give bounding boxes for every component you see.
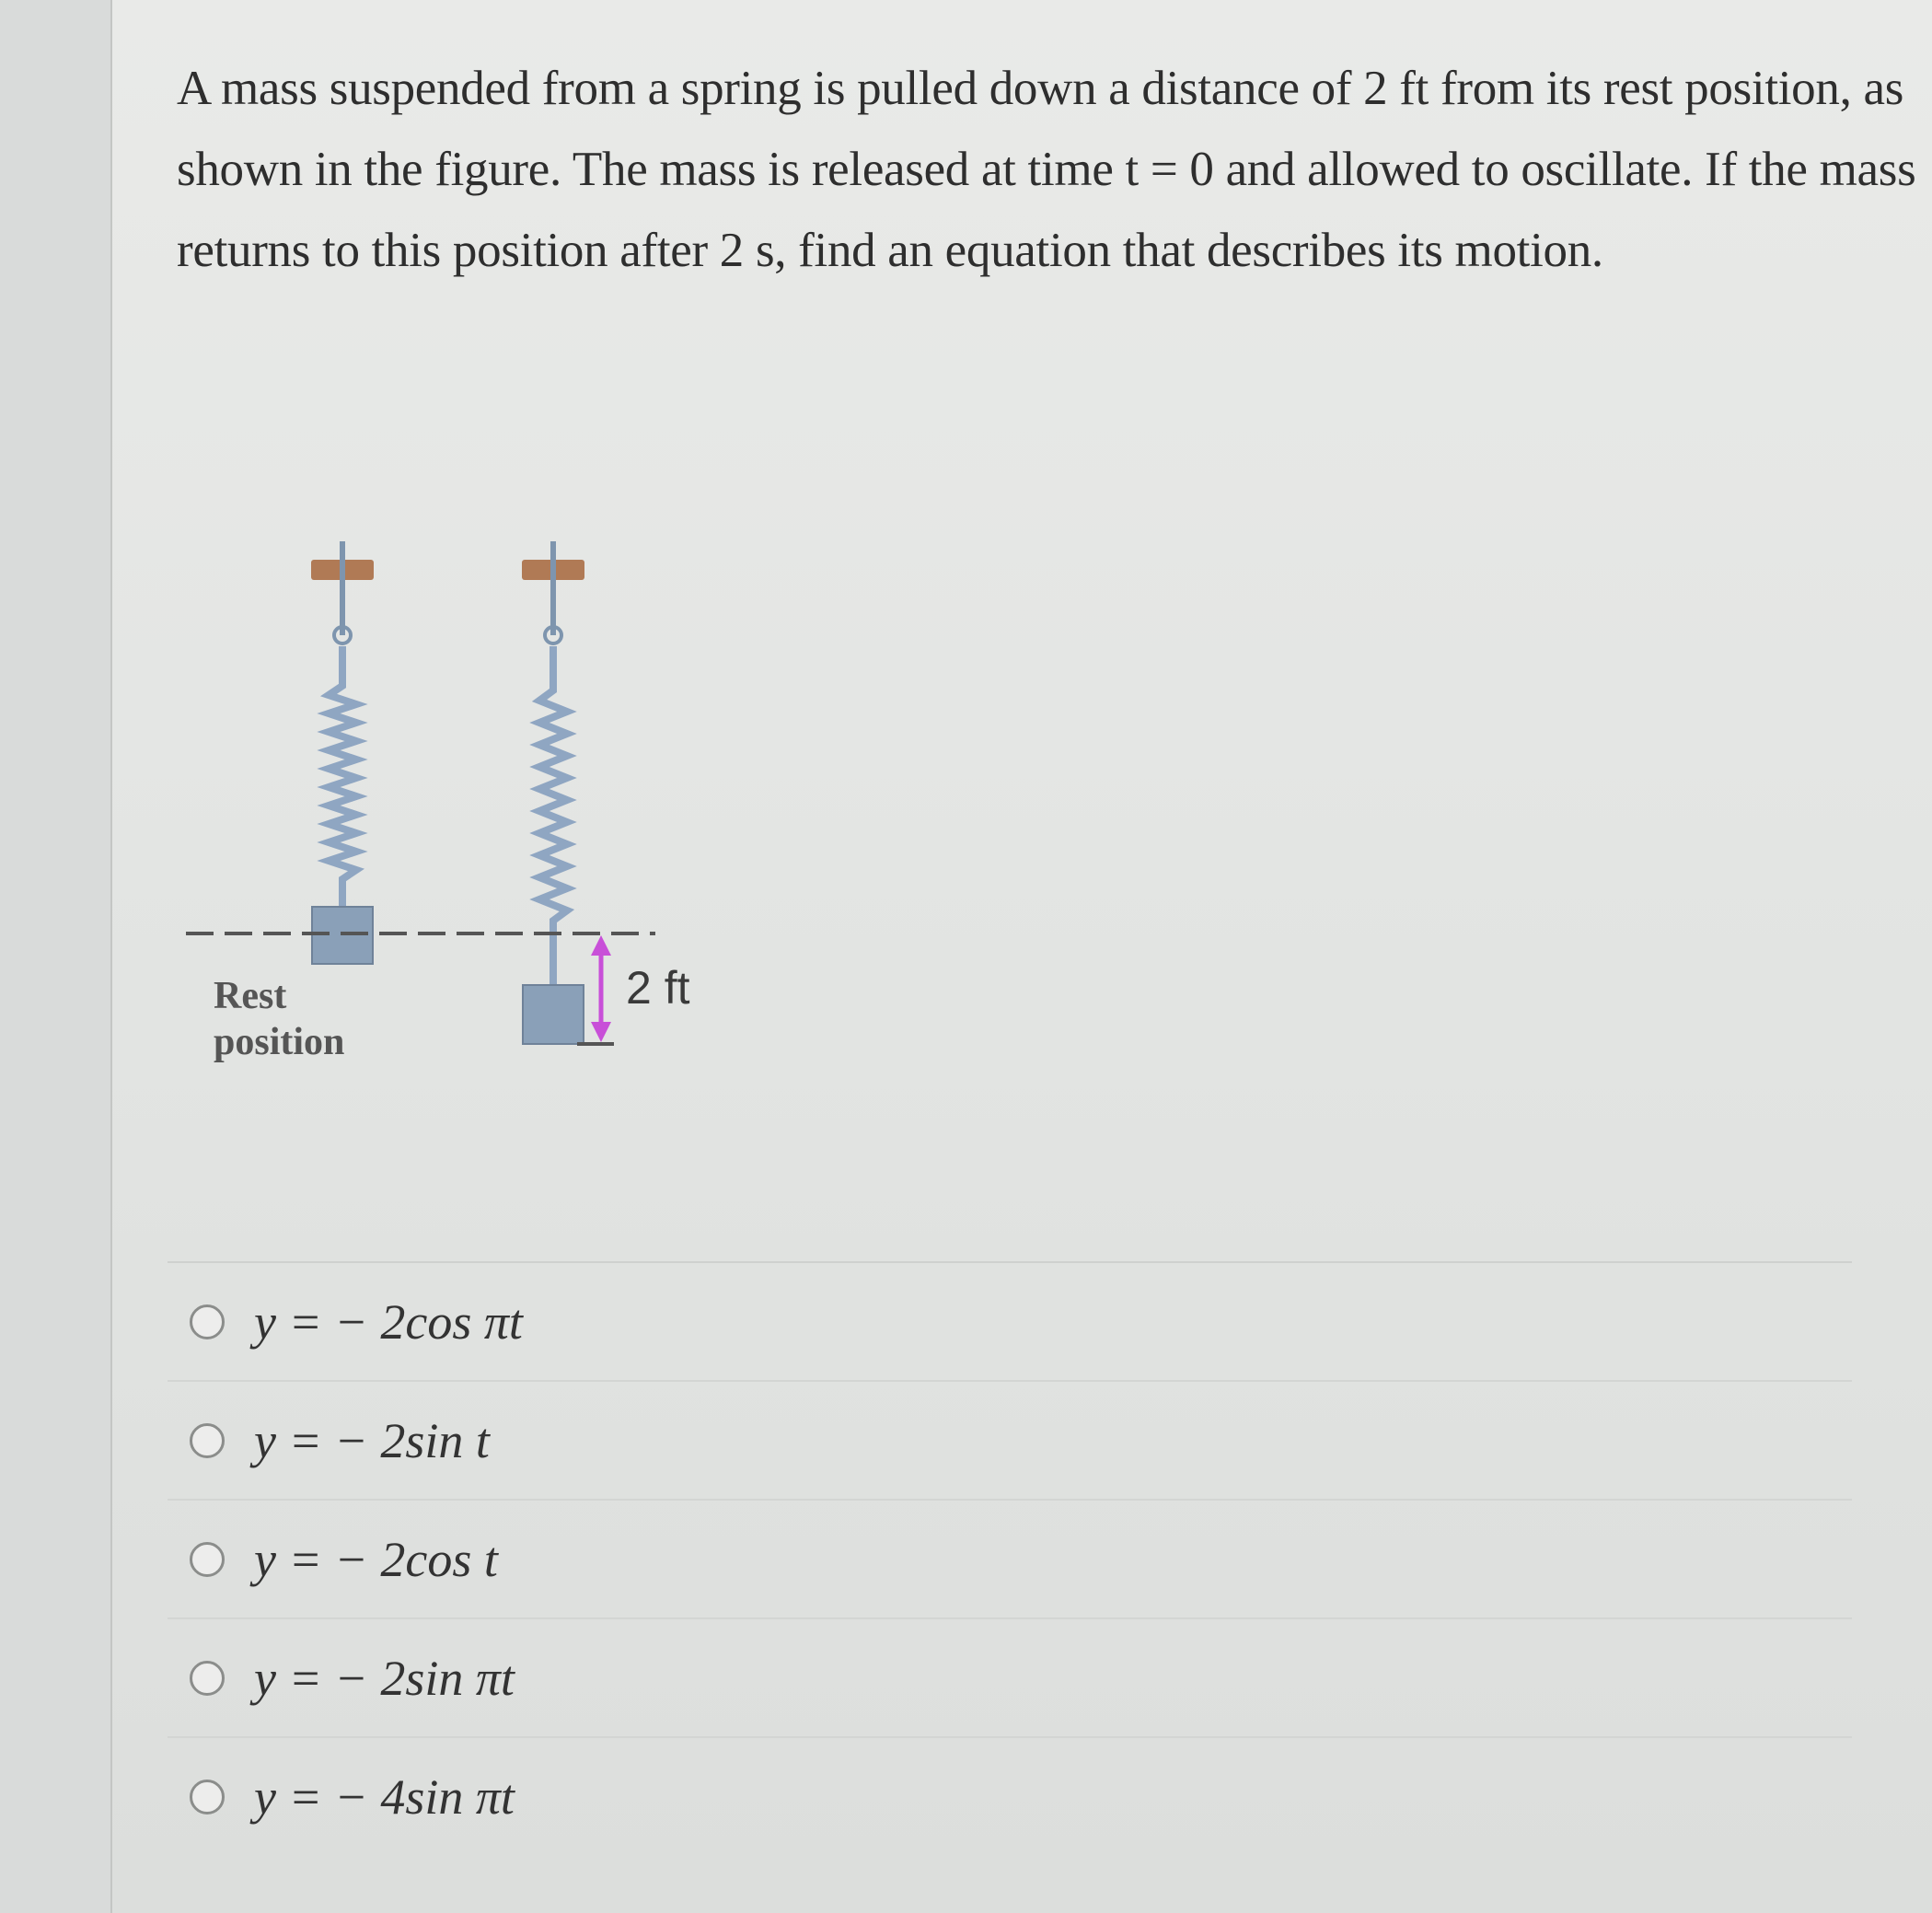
rest-label-line1: Rest [214, 975, 287, 1017]
question-text: A mass suspended from a spring is pulled down a distance of 2 ft from its rest position, as shown in the figure. The mass is released at time t = 0 and allowed to oscillate. If the mass returns to this position after 2 s, find an equation that describes its motion. [177, 62, 1916, 277]
radio-button[interactable] [190, 1661, 225, 1696]
answer-option-label: y = − 2sin πt [254, 1650, 515, 1706]
left-spring-coil [329, 646, 356, 907]
answer-option-label: y = − 4sin πt [254, 1768, 515, 1825]
answer-option-label: y = − 2cos t [254, 1531, 498, 1587]
radio-button[interactable] [190, 1423, 225, 1458]
answer-option[interactable] [168, 1499, 1852, 1617]
rest-spring-assembly [311, 541, 374, 964]
right-mass [523, 985, 584, 1044]
radio-button[interactable] [190, 1542, 225, 1577]
answer-option[interactable] [168, 1736, 1852, 1855]
distance-label: 2 ft [626, 962, 690, 1014]
answer-option[interactable] [168, 1261, 1852, 1380]
radio-button[interactable] [190, 1304, 225, 1339]
spring-figure [177, 516, 821, 1178]
question-page [110, 0, 1932, 1913]
radio-button[interactable] [190, 1780, 225, 1814]
answer-option[interactable] [168, 1617, 1852, 1736]
answer-options [168, 1261, 1852, 1855]
answer-option[interactable] [168, 1380, 1852, 1499]
stretched-spring-assembly [522, 541, 584, 1044]
rest-label-line2: position [214, 1021, 345, 1063]
distance-arrow [591, 935, 611, 1042]
answer-option-label: y = − 2sin t [254, 1412, 490, 1468]
answer-option-label: y = − 2cos πt [254, 1293, 523, 1350]
